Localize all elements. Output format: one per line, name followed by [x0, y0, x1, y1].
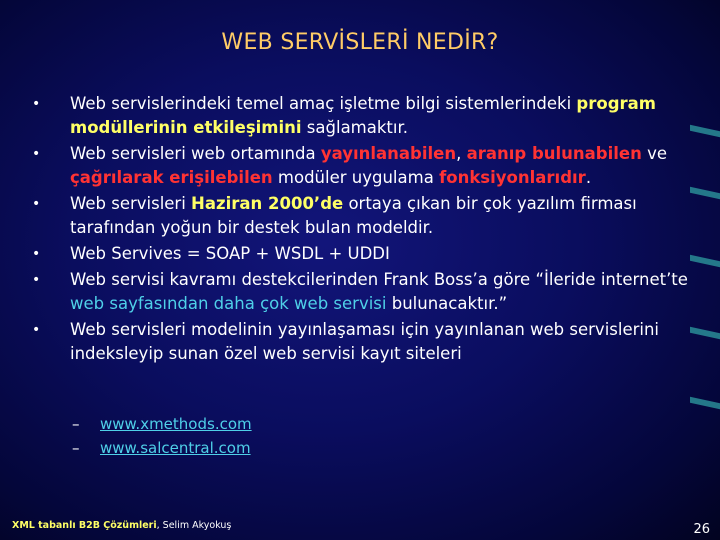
highlight-text: fonksiyonlarıdır	[439, 168, 586, 187]
slide-footer	[12, 520, 231, 531]
decor-stripe	[690, 327, 720, 339]
bullet-text: ortaya çıkan bir çok yazılım firması tarafından yoğun bir destek bulan modeldir.	[70, 194, 637, 237]
bullet-text: ve	[641, 144, 668, 163]
link-item	[72, 412, 252, 436]
bullet-item	[28, 142, 688, 190]
bullet-dot: •	[32, 196, 41, 212]
link-list	[72, 412, 252, 460]
bullet-text: .	[585, 168, 592, 187]
decor-stripe	[690, 397, 720, 409]
highlight-text: web sayfasından daha çok web servisi	[70, 294, 387, 313]
bullet-text: Web servisi kavramı destekcilerinden Frank Boss’a göre “İleride internet’te	[70, 270, 688, 289]
decor-stripe	[690, 187, 720, 199]
bullet-dot: •	[32, 322, 41, 338]
highlight-text: çağrılarak erişilebilen	[70, 168, 273, 187]
bullet-text: Web servisleri modelinin yayınlaşaması için yayınlanan web servislerini indeksleyip sunan özel web servisi kayıt siteleri	[70, 320, 660, 363]
decor-stripe	[690, 125, 720, 137]
highlight-text: yayınlanabilen	[320, 144, 457, 163]
link-dash: –	[72, 415, 80, 433]
bullet-text: bulunacaktır.”	[386, 294, 508, 313]
bullet-text: Web servislerindeki temel amaç işletme bilgi sistemlerindeki	[70, 94, 577, 113]
bullet-text: modüler uygulama	[272, 168, 440, 187]
link-dash: –	[72, 439, 80, 457]
bullet-dot: •	[32, 146, 41, 162]
bullet-text: Web servisleri web ortamında	[70, 144, 321, 163]
bullet-text: ,	[456, 144, 467, 163]
bullet-item	[28, 192, 688, 240]
site-link[interactable]: www.xmethods.com	[100, 415, 252, 433]
bullet-item	[28, 242, 688, 266]
bullet-dot: •	[32, 96, 41, 112]
footer-course: XML tabanlı B2B Çözümleri	[12, 520, 157, 531]
bullet-text: Web Servives = SOAP + WSDL + UDDI	[70, 244, 390, 263]
highlight-text: aranıp bulunabilen	[466, 144, 642, 163]
bullet-item	[28, 92, 688, 140]
bullet-item	[28, 268, 688, 316]
page-number: 26	[693, 522, 710, 537]
decor-stripe	[690, 255, 720, 267]
slide-title: WEB SERVİSLERİ NEDİR?	[221, 30, 499, 55]
footer-author: , Selim Akyokuş	[156, 520, 232, 531]
site-link[interactable]: www.salcentral.com	[100, 439, 251, 457]
highlight-text: Haziran 2000’de	[191, 194, 344, 213]
bullet-text: Web servisleri	[70, 194, 192, 213]
highlight-text: program modüllerinin etkileşimini	[70, 94, 656, 137]
bullet-list	[28, 92, 688, 368]
link-item	[72, 436, 252, 460]
bullet-dot: •	[32, 272, 41, 288]
bullet-text: sağlamaktır.	[301, 118, 408, 137]
bullet-dot: •	[32, 246, 41, 262]
bullet-item	[28, 318, 688, 366]
